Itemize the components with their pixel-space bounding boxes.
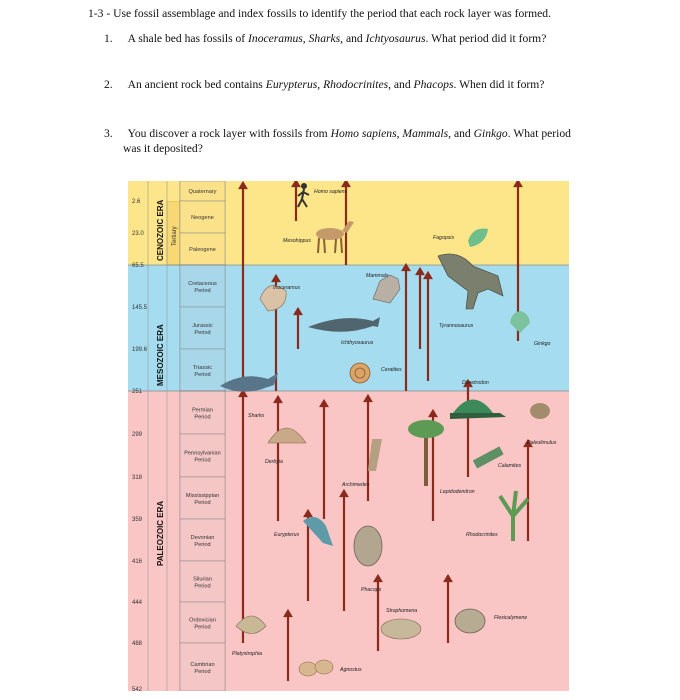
age-label: 488 (132, 641, 143, 647)
fossil-label: Ceratites (381, 367, 402, 373)
fossil-name: Rhodocrinites (323, 78, 389, 91)
fossil-name: Ichtyosaurus (365, 32, 426, 45)
tertiary-label: Tertiary (172, 226, 178, 246)
period-label: Period (194, 457, 211, 464)
fossil-label: Inoceramus (273, 285, 301, 291)
period-label: Neogene (191, 215, 214, 221)
question-number: 1. (104, 32, 113, 45)
question-text: . What period (507, 127, 571, 140)
question-text: . When did it form? (453, 78, 545, 91)
fossil-label: Platystrophia (232, 651, 262, 657)
period-label: Cambrian (190, 662, 215, 668)
period-label: Permian (192, 407, 213, 414)
period-cell (180, 519, 225, 561)
worksheet-heading: 1-3 - Use fossil assemblage and index fossils to identify the period that each rock layer was formed. (88, 7, 551, 20)
fossil-label: Archimedes (342, 482, 370, 488)
fossil-name: Phacops (413, 78, 454, 91)
question-text: . What period did it form? (425, 32, 547, 45)
period-cell (180, 643, 225, 691)
fossil-name: Ginkgo (473, 127, 508, 140)
fossil-label: Eurypterus (274, 532, 300, 538)
period-label: Period (194, 583, 211, 590)
question-text: , and (388, 78, 414, 91)
fossil-name: Mammals (402, 127, 449, 140)
age-label: 23.0 (132, 231, 144, 237)
period-cell (180, 602, 225, 643)
question-text: , and (340, 32, 366, 45)
fossil-name: Eurypterus (265, 78, 318, 91)
question-text: You discover a rock layer with fossils from (127, 127, 331, 140)
paleolimulus-illustration (530, 403, 550, 419)
question-1 (104, 31, 546, 46)
period-label: Period (194, 669, 211, 675)
era-label-cenozoic: CENOZOIC ERA (156, 199, 165, 261)
period-cell (180, 477, 225, 519)
period-label: Devonian (190, 535, 215, 541)
period-label: Period (194, 500, 211, 506)
period-label: Period (194, 414, 211, 421)
fossil-name: Homo sapiens (330, 127, 397, 140)
age-label: 2.6 (132, 199, 141, 205)
period-cell (180, 349, 225, 391)
period-label: Ordovician (189, 617, 216, 624)
period-cell (180, 265, 225, 307)
period-cell (180, 391, 225, 434)
age-label: 359 (132, 517, 143, 523)
fossil-label: Dimetrodon (462, 380, 489, 386)
age-label: 318 (132, 475, 143, 481)
period-label: Period (194, 330, 211, 336)
fossil-label: Strophomena (386, 608, 418, 614)
period-cell (180, 201, 225, 233)
fossil-label: Paleolimulus (527, 440, 557, 446)
ceratites-illustration (350, 363, 370, 383)
period-cell (180, 233, 225, 265)
question-text: A shale bed has fossils of (127, 32, 249, 45)
period-label: Paleogene (189, 247, 216, 253)
period-label: Period (194, 542, 211, 548)
fossil-label: Homo sapiens (314, 189, 348, 195)
fossil-label: Flexicalymene (494, 615, 528, 621)
question-3 (104, 126, 571, 141)
phacops-illustration (354, 526, 382, 566)
question-text: , (396, 127, 403, 140)
age-label: 444 (132, 600, 143, 606)
fossil-label: Ichthyosaurus (341, 340, 374, 346)
age-label: 299 (132, 432, 143, 438)
fossil-label: Tyrannosaurus (439, 323, 474, 329)
era-label-paleozoic: PALEOZOIC ERA (156, 500, 165, 566)
fossil-label: Agnostus (340, 667, 362, 673)
fossil-label: Mammals (366, 273, 389, 279)
question-text: , and (448, 127, 474, 140)
question-2 (104, 77, 544, 92)
age-label: 416 (132, 559, 143, 565)
question-number: 3. (104, 127, 113, 140)
period-label: Pennsylvanian (184, 450, 221, 457)
question-text: , (317, 78, 324, 91)
fossil-name: Inoceramus (248, 32, 303, 45)
age-label: 542 (132, 687, 143, 691)
question-text: An ancient rock bed contains (127, 78, 266, 91)
flexicalymene-illustration (455, 609, 485, 633)
fossil-label: Lepidodendron (440, 489, 475, 495)
period-label: Cretaceous (188, 281, 217, 287)
fossil-label: Derbyia (265, 459, 283, 465)
strophomena-illustration (381, 619, 421, 639)
period-label: Period (194, 624, 211, 631)
age-label: 145.5 (132, 305, 148, 311)
period-label: Jurassic (192, 323, 213, 329)
fossil-label: Sharks (248, 413, 265, 419)
period-cell (180, 434, 225, 477)
fossil-label: Mesohippus (283, 238, 311, 244)
age-label: 199.6 (132, 347, 148, 353)
period-label: Silurian (193, 576, 212, 583)
fossil-label: Fagopsis (433, 235, 455, 241)
period-label: Triassic (192, 365, 213, 371)
period-cell (180, 181, 225, 201)
era-label-mesozoic: MESOZOIC ERA (156, 324, 165, 386)
question-3-continuation: was it deposited? (123, 142, 203, 155)
fossil-name: Sharks (308, 32, 341, 45)
period-cell (180, 561, 225, 602)
fossil-label: Rhodocrinites (466, 532, 498, 538)
question-number: 2. (104, 78, 113, 91)
geologic-time-chart (128, 181, 569, 691)
fossil-label: Calamites (498, 463, 522, 469)
period-label: Quaternary (188, 189, 217, 195)
fossil-label: Phacops (361, 587, 382, 593)
period-cell (180, 307, 225, 349)
period-label: Mississippian (185, 493, 220, 499)
question-text: , (302, 32, 309, 45)
fossil-label: Ginkgo (534, 341, 551, 347)
period-label: Period (194, 372, 211, 378)
period-label: Period (194, 288, 211, 294)
age-label: 251 (132, 389, 143, 395)
age-label: 65.5 (132, 263, 144, 269)
